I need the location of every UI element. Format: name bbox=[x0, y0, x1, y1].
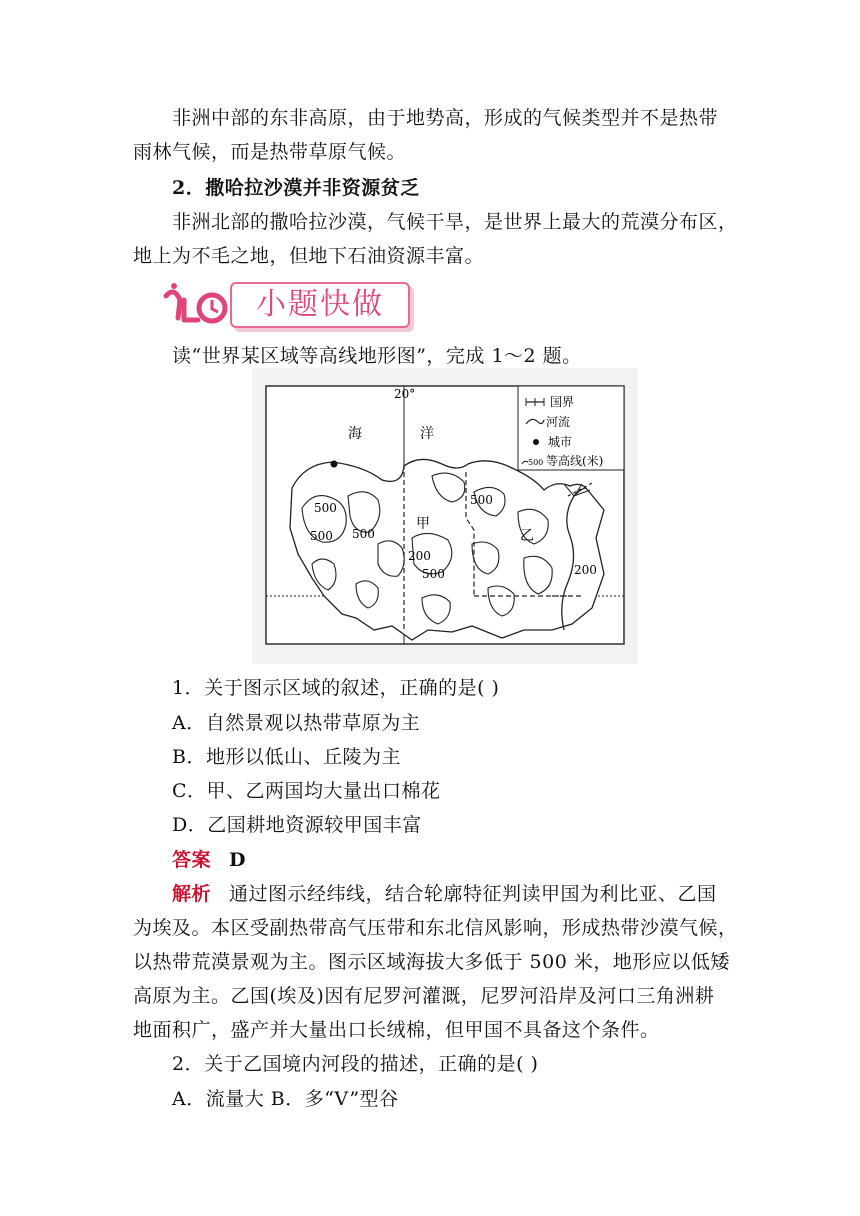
analysis-line bbox=[172, 880, 717, 908]
question-option: D．乙国耕地资源较甲国丰富 bbox=[172, 814, 422, 836]
contour-label: 500 bbox=[310, 529, 333, 543]
legend-contour-value: 500 bbox=[528, 458, 544, 467]
answer-line bbox=[172, 846, 246, 874]
city-marker bbox=[331, 461, 338, 468]
country-label: 乙 bbox=[520, 528, 534, 544]
legend-contour-label: 等高线(米) bbox=[546, 454, 604, 468]
question-option: A．自然景观以热带草原为主 bbox=[172, 712, 421, 734]
analysis-text: 通过图示经纬线，结合轮廓特征判读甲国为利比亚、乙国 bbox=[229, 883, 717, 905]
section-heading: 2．撒哈拉沙漠并非资源贫乏 bbox=[172, 177, 420, 199]
contour-label: 500 bbox=[352, 527, 375, 541]
paragraph-line: 地上为不毛之地，但地下石油资源丰富。 bbox=[133, 245, 485, 267]
analysis-text: 地面积广，盛产并大量出口长绒棉，但甲国不具备这个条件。 bbox=[133, 1019, 660, 1041]
contour-label: 500 bbox=[470, 493, 493, 507]
question-stem: 1．关于图示区域的叙述，正确的是( ) bbox=[172, 677, 500, 699]
analysis-text: 以热带荒漠景观为主。图示区域海拔大多低于 500 米，地形应以低矮 bbox=[133, 951, 730, 973]
analysis-label: 解析 bbox=[172, 883, 212, 905]
sea-label: 洋 bbox=[420, 426, 434, 442]
answer-label: 答案 bbox=[172, 849, 212, 871]
answer-value: D bbox=[229, 849, 246, 871]
analysis-text: 为埃及。本区受副热带高气压带和东北信风影响，形成热带沙漠气候， bbox=[133, 917, 738, 939]
contour-label: 200 bbox=[574, 563, 597, 577]
banner-logo-icon bbox=[160, 278, 232, 330]
analysis-text: 高原为主。乙国(埃及)因有尼罗河灌溉，尼罗河沿岸及河口三角洲耕 bbox=[133, 985, 715, 1007]
contour-label: 500 bbox=[422, 567, 445, 581]
question-option: B．地形以低山、丘陵为主 bbox=[172, 746, 401, 768]
section-banner bbox=[160, 278, 410, 330]
question-stem: 2．关于乙国境内河段的描述，正确的是( ) bbox=[172, 1053, 539, 1075]
question-intro: 读“世界某区域等高线地形图”，完成 1～2 题。 bbox=[172, 345, 582, 367]
contour-label: 200 bbox=[408, 549, 431, 563]
question-options: A．流量大 B．多“V”型谷 bbox=[172, 1088, 399, 1110]
paragraph-line: 非洲中部的东非高原，由于地势高，形成的气候类型并不是热带 bbox=[172, 107, 719, 129]
question-option: C．甲、乙两国均大量出口棉花 bbox=[172, 780, 441, 802]
legend-city-label: 城市 bbox=[548, 435, 573, 449]
legend-river-label: 河流 bbox=[546, 415, 571, 429]
paragraph-line: 雨林气候，而是热带草原气候。 bbox=[133, 141, 407, 163]
longitude-label: 20° bbox=[394, 387, 416, 401]
sea-label: 海 bbox=[348, 426, 362, 442]
map-legend bbox=[518, 386, 624, 470]
contour-map bbox=[252, 368, 638, 664]
paragraph-line: 非洲北部的撒哈拉沙漠，气候干旱，是世界上最大的荒漠分布区， bbox=[172, 211, 738, 233]
city-legend-icon bbox=[533, 439, 539, 445]
contour-label: 500 bbox=[314, 501, 337, 515]
country-label: 甲 bbox=[416, 516, 430, 532]
banner-label: 小题快做 bbox=[230, 282, 410, 328]
legend-border-label: 国界 bbox=[550, 395, 575, 409]
